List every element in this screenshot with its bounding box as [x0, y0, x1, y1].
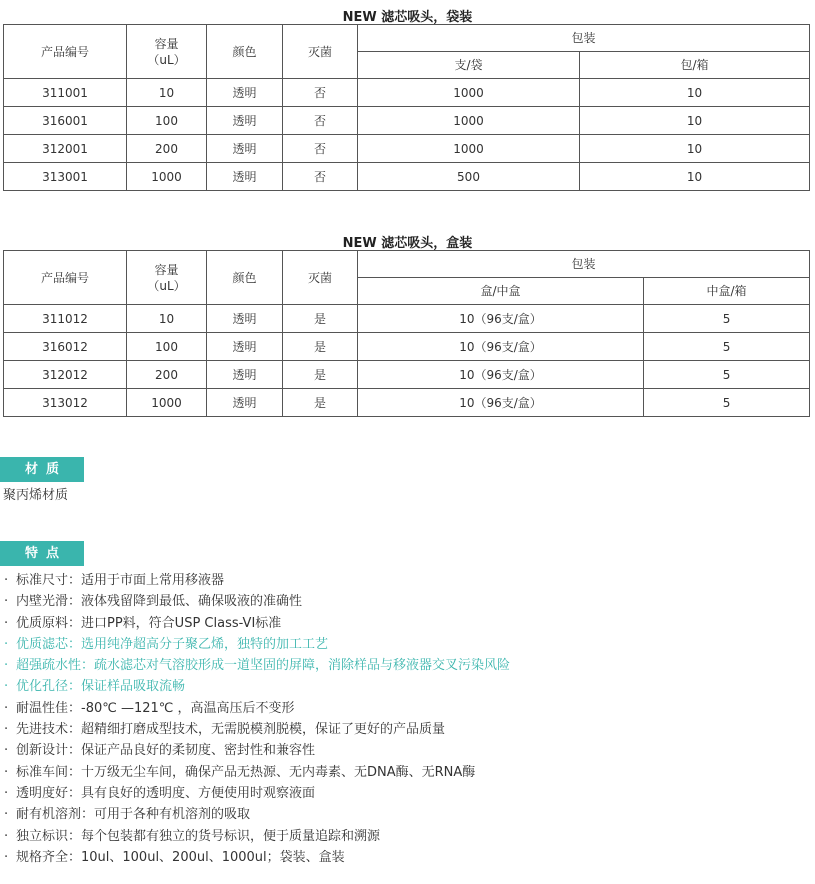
- table-row: [4, 163, 810, 191]
- feature-item: [0, 826, 815, 847]
- cell-pack-sub1: 10（96支/盒）: [358, 389, 644, 417]
- feature-item: [0, 591, 815, 612]
- cell-pack-sub2: 10: [580, 107, 810, 135]
- feature-text: 规格齐全：10ul、100ul、200ul、1000ul；袋装、盒装: [16, 849, 345, 865]
- header-volume-unit: （uL）: [147, 52, 186, 67]
- bullet-icon: ·: [4, 615, 9, 631]
- table1-caption: NEW 滤芯吸头，袋装: [342, 10, 473, 25]
- cell-pack-sub1: 10（96支/盒）: [358, 305, 644, 333]
- cell-volume: 1000: [127, 389, 207, 417]
- bullet-icon: ·: [4, 743, 9, 759]
- cell-color: 透明: [207, 389, 283, 417]
- cell-pack-sub1: 500: [358, 163, 580, 191]
- feature-text: 耐有机溶剂：可用于各种有机溶剂的吸取: [16, 807, 251, 823]
- feature-text: 创新设计：保证产品良好的柔韧度、密封性和兼容性: [16, 743, 316, 759]
- feature-item: [0, 783, 815, 804]
- cell-product-code: 312001: [4, 135, 127, 163]
- cell-color: 透明: [207, 79, 283, 107]
- header-volume: [127, 251, 207, 305]
- cell-product-code: 313012: [4, 389, 127, 417]
- feature-item: [0, 847, 815, 868]
- table2-caption: NEW 滤芯吸头，盒装: [342, 236, 473, 251]
- cell-pack-sub1: 10（96支/盒）: [358, 361, 644, 389]
- feature-text: 先进技术：超精细打磨成型技术，无需脱模剂脱模，保证了更好的产品质量: [16, 722, 446, 738]
- cell-sterile: 是: [283, 361, 358, 389]
- feature-text: 耐温性佳：-80℃ —121℃ ，高温高压后不变形: [16, 700, 295, 716]
- feature-item: [0, 698, 815, 719]
- bag-packaging-table: [3, 24, 810, 191]
- feature-text: 标准尺寸：适用于市面上常用移液器: [16, 573, 225, 588]
- header-product-code: 产品编号: [4, 25, 127, 79]
- cell-pack-sub1: 1000: [358, 135, 580, 163]
- cell-pack-sub2: 5: [644, 333, 810, 361]
- cell-color: 透明: [207, 333, 283, 361]
- bullet-icon: ·: [4, 658, 9, 674]
- cell-pack-sub2: 10: [580, 79, 810, 107]
- table-row: [4, 135, 810, 163]
- cell-sterile: 否: [283, 79, 358, 107]
- feature-item: [0, 613, 815, 634]
- cell-sterile: 否: [283, 107, 358, 135]
- header-pack-sub2: 中盒/箱: [644, 278, 810, 305]
- feature-text: 独立标识：每个包装都有独立的货号标识，便于质量追踪和溯源: [16, 828, 381, 844]
- feature-item: [0, 762, 815, 783]
- header-volume-label: 容量: [154, 36, 179, 51]
- header-packaging: 包装: [358, 251, 810, 278]
- bullet-icon: ·: [4, 594, 9, 610]
- feature-item: [0, 570, 815, 591]
- material-section-tag: 材质: [0, 457, 84, 482]
- cell-volume: 200: [127, 361, 207, 389]
- box-packaging-table: [3, 250, 810, 417]
- header-pack-sub1: 支/袋: [358, 52, 580, 79]
- material-text: 聚丙烯材质: [3, 488, 69, 503]
- header-pack-sub2: 包/箱: [580, 52, 810, 79]
- cell-volume: 200: [127, 135, 207, 163]
- header-product-code: 产品编号: [4, 251, 127, 305]
- table-row: [4, 361, 810, 389]
- bullet-icon: ·: [4, 700, 9, 716]
- cell-product-code: 313001: [4, 163, 127, 191]
- header-packaging: 包装: [358, 25, 810, 52]
- cell-pack-sub1: 1000: [358, 107, 580, 135]
- bullet-icon: ·: [4, 722, 9, 738]
- cell-sterile: 是: [283, 389, 358, 417]
- feature-item: [0, 634, 815, 655]
- header-volume-label: 容量: [154, 262, 179, 277]
- table-row: [4, 389, 810, 417]
- cell-product-code: 316012: [4, 333, 127, 361]
- cell-pack-sub1: 1000: [358, 79, 580, 107]
- cell-sterile: 否: [283, 163, 358, 191]
- table-row: [4, 79, 810, 107]
- cell-pack-sub2: 5: [644, 389, 810, 417]
- header-sterile: 灭菌: [283, 251, 358, 305]
- cell-color: 透明: [207, 107, 283, 135]
- cell-product-code: 316001: [4, 107, 127, 135]
- feature-text: 超强疏水性：疏水滤芯对气溶胶形成一道坚固的屏障，消除样品与移液器交叉污染风险: [16, 658, 511, 674]
- feature-text: 透明度好：具有良好的透明度、方便使用时观察液面: [16, 785, 316, 801]
- cell-sterile: 是: [283, 333, 358, 361]
- feature-text: 内壁光滑：液体残留降到最低、确保吸液的准确性: [16, 594, 303, 610]
- cell-color: 透明: [207, 135, 283, 163]
- cell-color: 透明: [207, 305, 283, 333]
- header-volume-unit: （uL）: [147, 278, 186, 293]
- cell-pack-sub1: 10（96支/盒）: [358, 333, 644, 361]
- feature-item: [0, 655, 815, 676]
- bullet-icon: ·: [4, 807, 9, 823]
- feature-item: [0, 676, 815, 697]
- bullet-icon: ·: [4, 636, 9, 652]
- bullet-icon: ·: [4, 785, 9, 801]
- header-pack-sub1: 盒/中盒: [358, 278, 644, 305]
- bullet-icon: ·: [4, 679, 9, 695]
- cell-pack-sub2: 10: [580, 135, 810, 163]
- feature-text: 优质原料：进口PP料，符合USP Class-VI标准: [16, 615, 282, 631]
- feature-item: [0, 804, 815, 825]
- feature-text: 优质滤芯：选用纯净超高分子聚乙烯，独特的加工工艺: [16, 636, 329, 652]
- table-row: [4, 107, 810, 135]
- bullet-icon: ·: [4, 849, 9, 865]
- feature-text: 标准车间：十万级无尘车间，确保产品无热源、无内毒素、无DNA酶、无RNA酶: [16, 764, 476, 780]
- bullet-icon: ·: [4, 764, 9, 780]
- cell-volume: 1000: [127, 163, 207, 191]
- features-section-tag: 特点: [0, 541, 84, 566]
- table-row: [4, 333, 810, 361]
- cell-product-code: 312012: [4, 361, 127, 389]
- cell-pack-sub2: 5: [644, 305, 810, 333]
- feature-item: [0, 719, 815, 740]
- header-color: 颜色: [207, 251, 283, 305]
- cell-product-code: 311001: [4, 79, 127, 107]
- cell-volume: 10: [127, 79, 207, 107]
- feature-text: 优化孔径：保证样品吸取流畅: [16, 679, 186, 695]
- feature-item: [0, 740, 815, 761]
- table-row: [4, 305, 810, 333]
- cell-volume: 10: [127, 305, 207, 333]
- cell-color: 透明: [207, 361, 283, 389]
- cell-pack-sub2: 10: [580, 163, 810, 191]
- cell-volume: 100: [127, 333, 207, 361]
- header-volume: [127, 25, 207, 79]
- bullet-icon: ·: [4, 573, 9, 588]
- header-sterile: 灭菌: [283, 25, 358, 79]
- cell-color: 透明: [207, 163, 283, 191]
- cell-sterile: 是: [283, 305, 358, 333]
- cell-product-code: 311012: [4, 305, 127, 333]
- cell-pack-sub2: 5: [644, 361, 810, 389]
- bullet-icon: ·: [4, 828, 9, 844]
- header-color: 颜色: [207, 25, 283, 79]
- cell-sterile: 否: [283, 135, 358, 163]
- features-list: [0, 570, 815, 868]
- cell-volume: 100: [127, 107, 207, 135]
